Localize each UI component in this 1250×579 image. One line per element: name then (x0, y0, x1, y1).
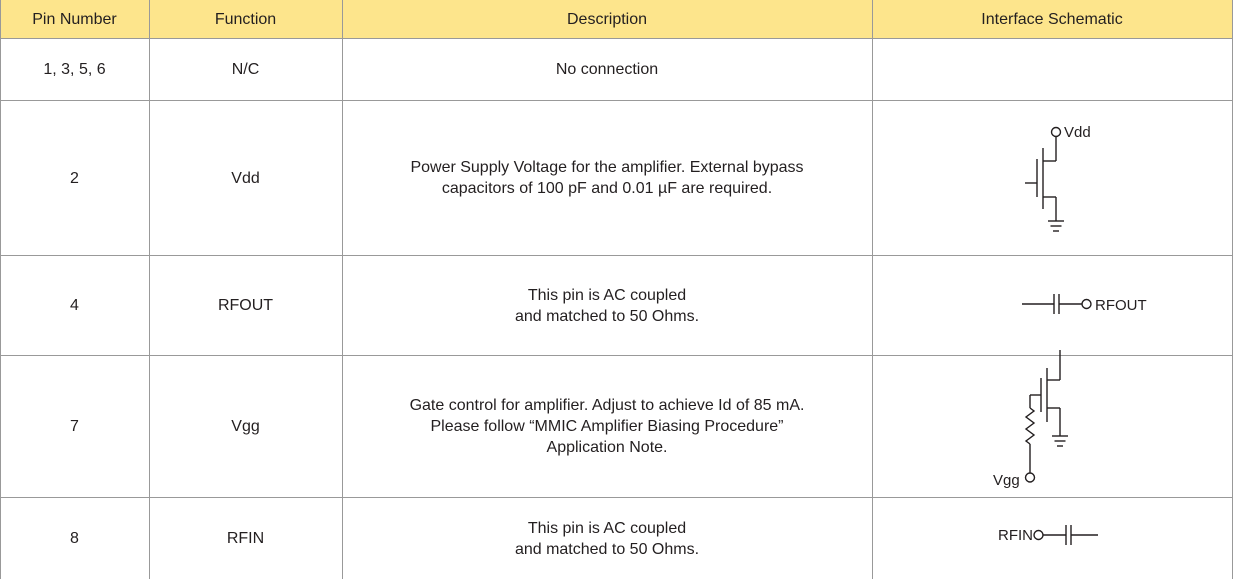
description-line: Please follow “MMIC Amplifier Biasing Procedure” (430, 418, 784, 435)
description-line: Power Supply Voltage for the amplifier. External bypass (410, 159, 804, 176)
description-line: capacitors of 100 pF and 0.01 µF are required. (441, 180, 773, 197)
vgg-label: Vgg (993, 472, 1020, 489)
description-cell (342, 39, 872, 100)
vdd-fet-schematic (872, 101, 1232, 255)
description-cell (342, 256, 872, 355)
description-line: No connection (555, 61, 659, 78)
description-line: and matched to 50 Ohms. (514, 540, 700, 558)
pin-number-cell: 4 (70, 297, 79, 314)
function-cell: RFOUT (217, 297, 274, 314)
vdd-label: Vdd (1064, 124, 1091, 141)
pin-number-cell: 7 (70, 418, 79, 435)
function-cell: RFIN (226, 530, 265, 547)
description-cell (342, 101, 872, 255)
rfout-capacitor-schematic (872, 256, 1232, 355)
description-cell (342, 498, 872, 579)
description-line: This pin is AC coupled (527, 519, 687, 537)
header-pin-number: Pin Number (32, 10, 117, 28)
description-line: This pin is AC coupled (527, 286, 687, 304)
description-line: and matched to 50 Ohms. (514, 307, 700, 325)
header-description: Description (566, 10, 648, 28)
pin-number-cell: 2 (70, 169, 79, 187)
pin-number-cell: 1, 3, 5, 6 (43, 61, 106, 78)
vgg-fet-schematic (872, 356, 1232, 497)
pin-number-cell: 8 (70, 530, 79, 547)
column-divider (1232, 0, 1233, 579)
function-cell: Vgg (231, 418, 260, 435)
function-cell: N/C (231, 61, 260, 78)
rfin-capacitor-schematic (872, 498, 1232, 579)
header-interface-schematic: Interface Schematic (981, 10, 1123, 28)
header-function: Function (214, 10, 277, 28)
rfout-label: RFOUT (1095, 297, 1147, 314)
rfin-label: RFIN (998, 527, 1033, 544)
description-line: Application Note. (546, 439, 668, 456)
description-cell (342, 356, 872, 497)
function-cell: Vdd (231, 169, 260, 187)
description-line: Gate control for amplifier. Adjust to achieve Id of 85 mA. (409, 397, 805, 414)
